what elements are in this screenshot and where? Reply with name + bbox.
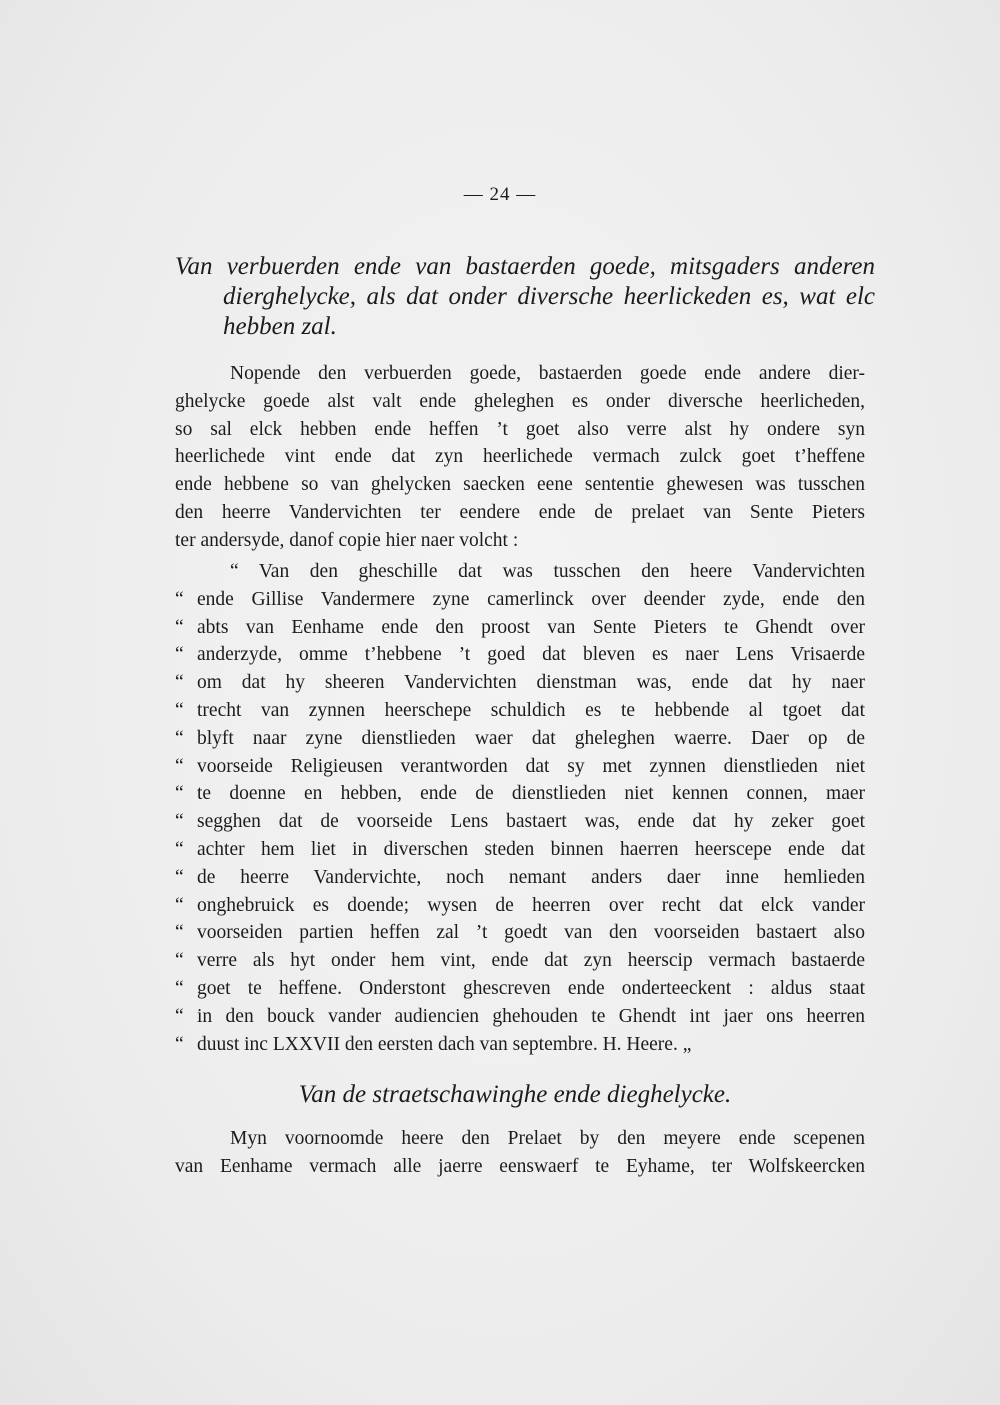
quote-mark: “	[175, 811, 184, 833]
quote-line-text: om dat hy sheeren Vandervichten dienstman was, ende dat hy naer	[197, 672, 865, 694]
quote-line	[175, 1031, 865, 1059]
quote-line-text: goet te heffene. Onderstont ghescreven ende onderteeckent : aldus staat	[197, 977, 865, 999]
quote-mark: “	[175, 783, 184, 805]
quote-line-text: anderzyde, omme t’hebbene ’t goed dat bleven es naer Lens Vrisaerde	[197, 644, 865, 666]
quote-mark: “	[175, 838, 184, 860]
heading-line: hebben zal.	[223, 313, 337, 340]
text-line: heerlichede vint ende dat zyn heerlichede vermach zulck goet t’heffene	[175, 446, 865, 468]
quote-mark: “	[175, 922, 184, 944]
text-line: Nopende den verbuerden goede, bastaerden goede ende andere dier-	[230, 363, 865, 384]
quote-mark: “	[175, 1033, 184, 1055]
quote-mark: “	[175, 977, 184, 999]
text-line: ende hebbene so van ghelycken saecken eene sententie ghewesen was tusschen	[175, 474, 865, 496]
quote-line-text: voorseiden partien heffen zal ’t goedt van den voorseiden bastaert also	[197, 922, 865, 944]
quote-line-text: achter hem liet in diverschen steden binnen haerren heerscepe ende dat	[197, 838, 865, 860]
quote-mark: “	[175, 616, 184, 638]
quote-mark: “	[175, 699, 184, 721]
quote-line	[175, 586, 865, 614]
text-line: van Eenhame vermach alle jaerre eenswaerf te Eyhame, ter Wolfskeercken	[175, 1155, 865, 1177]
text-line: den heerre Vandervichten ter eendere ende de prelaet van Sente Pieters	[175, 501, 865, 523]
text-line: ter andersyde, danof copie hier naer volcht :	[175, 529, 519, 551]
quote-line-text: duust inc LXXVII den eersten dach van septembre. H. Heere. „	[197, 1033, 692, 1055]
quote-line-text: segghen dat de voorseide Lens bastaert was, ende dat hy zeker goet	[197, 811, 865, 833]
quote-mark: “	[175, 950, 184, 972]
quote-line-text: blyft naar zyne dienstlieden waer dat gheleghen waerre. Daer op de	[197, 727, 865, 749]
quote-line-text: abts van Eenhame ende den proost van Sente Pieters te Ghendt over	[197, 616, 865, 638]
quote-line	[175, 864, 865, 892]
quote-mark: “	[175, 644, 184, 666]
text-line: Myn voornoomde heere den Prelaet by den meyere ende scepenen	[230, 1128, 865, 1149]
quote-line-text: ende Gillise Vandermere zyne camerlinck over deender zyde, ende den	[197, 588, 865, 610]
quote-line-text: onghebruick es doende; wysen de heerren over recht dat elck vander	[197, 894, 865, 916]
quote-line-text: de heerre Vandervichte, noch nemant anders daer inne hemlieden	[197, 866, 865, 888]
quote-line	[175, 947, 865, 975]
paragraph-1	[175, 360, 865, 555]
quote-mark: “	[175, 755, 184, 777]
quote-line-text: verre als hyt onder hem vint, ende dat zyn heerscip vermach bastaerde	[197, 950, 865, 972]
text-line: so sal elck hebben ende heffen ’t goet also verre alst hy ondere syn	[175, 418, 865, 440]
quote-line-text: voorseide Religieusen verantworden dat sy met zynnen dienstlieden niet	[197, 755, 865, 777]
quote-line	[175, 641, 865, 669]
page-number: — 24 —	[463, 184, 537, 205]
quote-line	[175, 919, 865, 947]
quote-mark: “	[175, 1005, 184, 1027]
quote-line	[175, 975, 865, 1003]
paragraph-3	[175, 1125, 865, 1181]
quote-line	[175, 669, 865, 697]
quote-line	[175, 780, 865, 808]
quote-line	[175, 614, 865, 642]
quote-line	[175, 892, 865, 920]
quote-line: “ Van den gheschille dat was tusschen den heere Vandervichten	[230, 561, 865, 582]
section-heading-2: Van de straetschawinghe ende dieghelycke.	[298, 1081, 732, 1108]
quote-line	[175, 836, 865, 864]
quote-line	[175, 697, 865, 725]
quote-mark: “	[175, 588, 184, 610]
quoted-sentence	[175, 558, 865, 1058]
heading-line: Van verbuerden ende van bastaerden goede, mitsgaders anderen	[175, 253, 875, 280]
section-heading-1	[175, 252, 875, 342]
quote-line	[175, 753, 865, 781]
heading-line: dierghelycke, als dat onder diversche heerlickeden es, wat elc	[223, 283, 875, 310]
quote-line	[175, 725, 865, 753]
quote-mark: “	[175, 894, 184, 916]
quote-line-text: in den bouck vander audiencien ghehouden te Ghendt int jaer ons heerren	[197, 1005, 865, 1027]
quote-mark: “	[175, 866, 184, 888]
quote-line-text: trecht van zynnen heerschepe schuldich es te hebbende al tgoet dat	[197, 699, 865, 721]
quote-line	[175, 1003, 865, 1031]
quote-mark: “	[175, 727, 184, 749]
quote-line-text: te doenne en hebben, ende de dienstlieden niet kennen connen, maer	[197, 783, 865, 805]
quote-line	[175, 808, 865, 836]
text-line: ghelycke goede alst valt ende gheleghen es onder diversche heerlicheden,	[175, 390, 865, 412]
quote-mark: “	[175, 672, 184, 694]
